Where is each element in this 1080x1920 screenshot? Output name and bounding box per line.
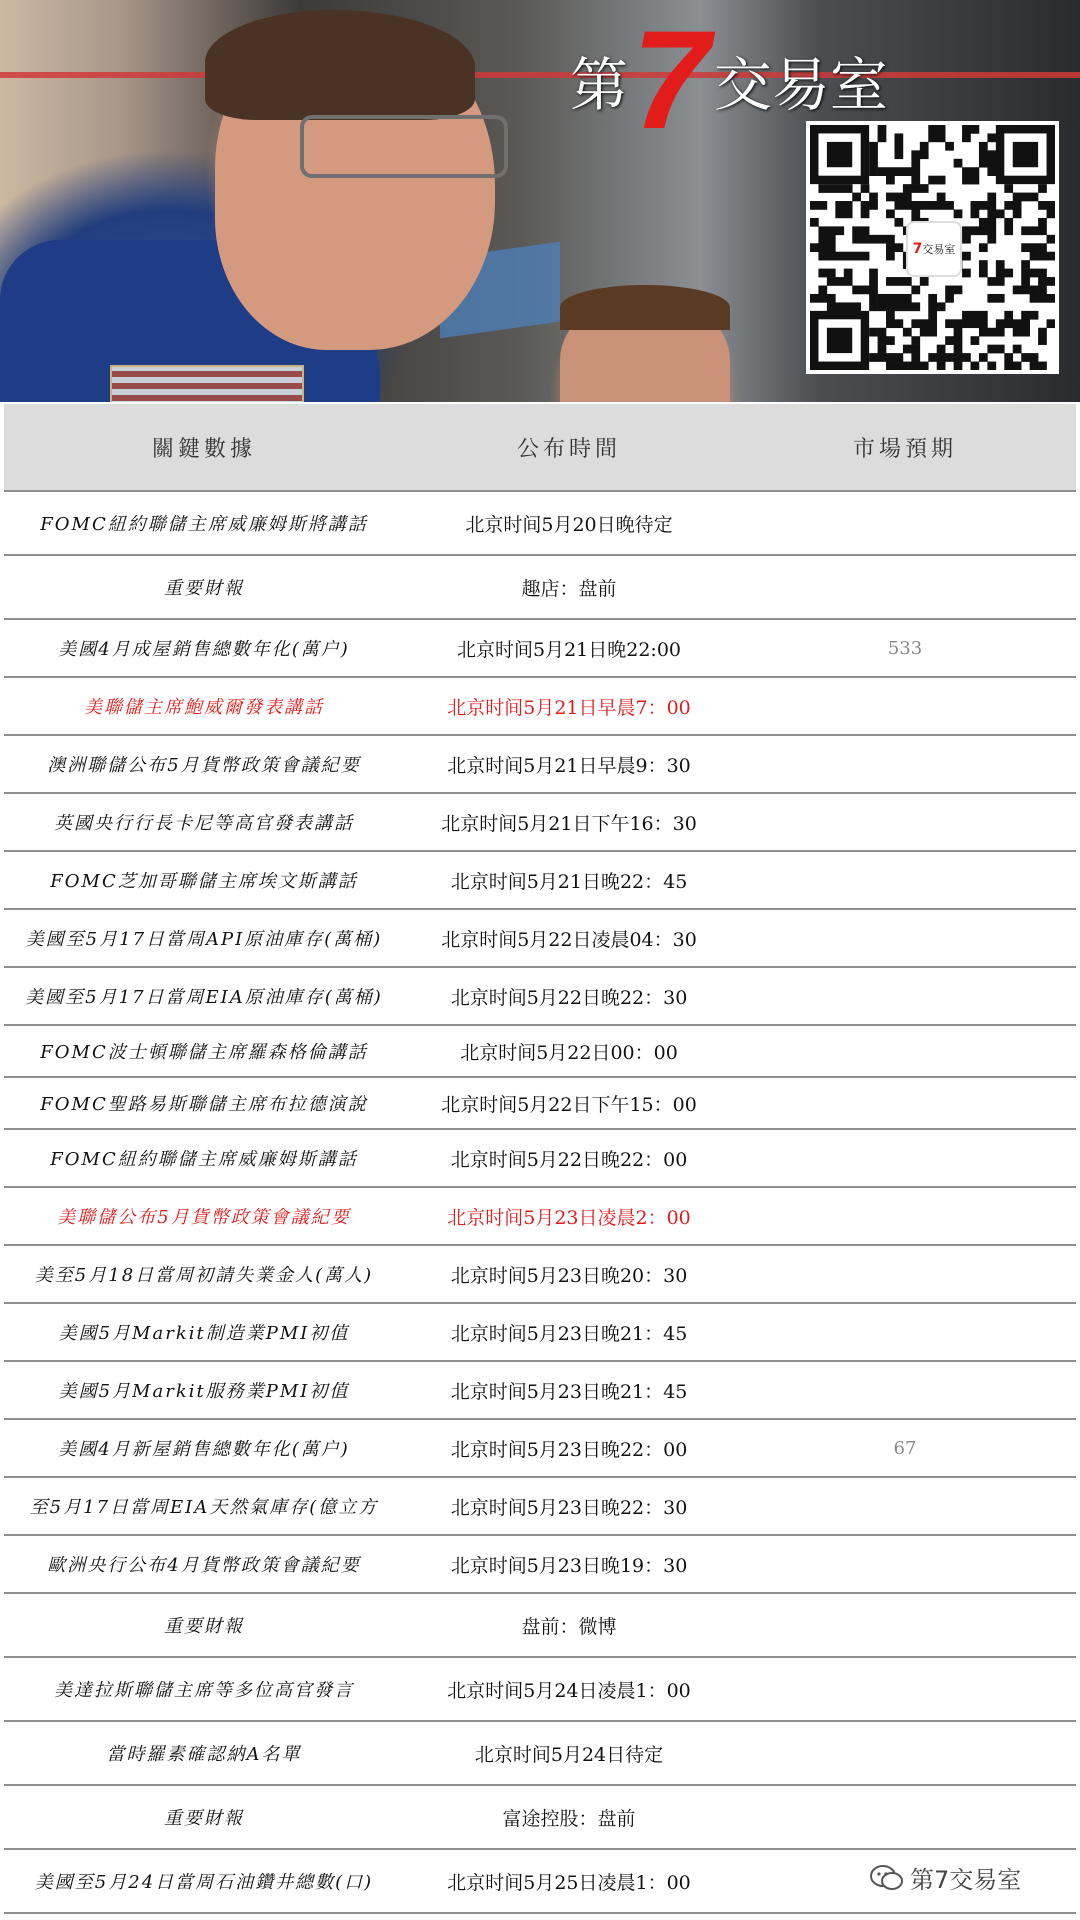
time-cell: 北京时间5月20日晚待定 xyxy=(465,513,673,536)
table-row xyxy=(4,1130,1076,1188)
expectation-cell xyxy=(734,1594,1076,1656)
event-cell: 重要財報 xyxy=(164,1616,244,1637)
expectation-cell xyxy=(734,1658,1076,1720)
event-cell: 美國至5月17日當周EIA原油庫存(萬桶) xyxy=(25,987,383,1008)
time-cell: 北京时间5月23日晚21：45 xyxy=(450,1380,688,1403)
header-key-data: 關鍵數據 xyxy=(151,436,256,462)
expectation-cell xyxy=(734,1304,1076,1360)
time-cell: 北京时间5月23日晚22：00 xyxy=(450,1438,688,1461)
expectation-cell xyxy=(734,556,1076,618)
event-cell: 美聯儲公布5月貨幣政策會議紀要 xyxy=(57,1207,351,1228)
table-row xyxy=(4,736,1076,794)
time-cell: 盘前：微博 xyxy=(521,1615,617,1638)
qr-logo-text: 交易室 xyxy=(922,243,956,256)
event-cell: 當時羅素確認納A名單 xyxy=(106,1744,302,1765)
event-cell: 至5月17日當周EIA天然氣庫存(億立方 xyxy=(29,1497,379,1518)
expectation-cell xyxy=(734,492,1076,554)
table-row xyxy=(4,1536,1076,1594)
time-cell: 北京时间5月25日凌晨1：00 xyxy=(447,1871,691,1894)
event-cell: 美國5月Markit制造業PMI初值 xyxy=(58,1323,350,1344)
expectation-cell xyxy=(734,1362,1076,1418)
expectation-cell xyxy=(734,1478,1076,1534)
time-cell: 北京时间5月23日晚19：30 xyxy=(450,1554,688,1577)
event-cell: 重要財報 xyxy=(164,578,244,599)
qr-logo xyxy=(906,221,962,277)
time-cell: 北京时间5月22日晚22：00 xyxy=(450,1148,688,1171)
event-cell: 美國4月成屋銷售總數年化(萬户) xyxy=(58,639,350,660)
table-row xyxy=(4,968,1076,1026)
table-row xyxy=(4,1722,1076,1786)
table-row xyxy=(4,1026,1076,1078)
table-body xyxy=(4,492,1076,1914)
expectation-cell xyxy=(734,1078,1076,1128)
table-row xyxy=(4,794,1076,852)
event-cell: 美聯儲主席鮑威爾發表講話 xyxy=(84,697,324,718)
header-release-time: 公布時間 xyxy=(516,436,621,462)
time-cell: 北京时间5月21日晚22:00 xyxy=(456,638,682,661)
table-row xyxy=(4,1304,1076,1362)
table-row xyxy=(4,620,1076,678)
table-row xyxy=(4,910,1076,968)
table-header xyxy=(4,404,1076,492)
event-cell: 歐洲央行公布4月貨幣政策會議紀要 xyxy=(47,1555,361,1576)
event-cell: FOMC聖路易斯聯儲主席布拉德演說 xyxy=(40,1094,368,1115)
time-cell: 北京时间5月23日晚22：30 xyxy=(450,1496,688,1519)
event-cell: 重要財報 xyxy=(164,1808,244,1829)
expectation-cell xyxy=(734,1026,1076,1076)
expectation-cell xyxy=(734,678,1076,734)
table-row xyxy=(4,852,1076,910)
economic-calendar-table xyxy=(4,404,1076,1914)
time-cell: 北京时间5月21日晚22：45 xyxy=(450,870,688,893)
time-cell: 北京时间5月24日待定 xyxy=(474,1743,664,1766)
expectation-cell xyxy=(734,968,1076,1024)
expectation-cell xyxy=(734,1786,1076,1848)
table-row xyxy=(4,556,1076,620)
second-trader-hair xyxy=(560,285,730,330)
expectation-cell xyxy=(734,1188,1076,1244)
event-cell: FOMC紐約聯儲主席威廉姆斯講話 xyxy=(50,1149,358,1170)
header-photo xyxy=(0,0,1080,402)
watermark-text: 第7交易室 xyxy=(910,1866,1022,1894)
brand-number: 7 xyxy=(632,1,710,158)
table-row xyxy=(4,1658,1076,1722)
event-cell: FOMC波士頓聯儲主席羅森格倫講話 xyxy=(40,1042,368,1063)
table-row xyxy=(4,492,1076,556)
red-stripe xyxy=(0,72,1080,78)
event-cell: 美國4月新屋銷售總數年化(萬户) xyxy=(58,1439,350,1460)
event-cell: 美至5月18日當周初請失業金人(萬人) xyxy=(34,1265,374,1286)
event-cell: FOMC紐約聯儲主席威廉姆斯將講話 xyxy=(40,514,368,535)
expectation-cell xyxy=(734,794,1076,850)
expectation-cell: 533 xyxy=(887,637,923,659)
table-row xyxy=(4,1786,1076,1850)
expectation-cell xyxy=(734,1130,1076,1186)
expectation-cell xyxy=(734,736,1076,792)
table-row xyxy=(4,1594,1076,1658)
table-row xyxy=(4,1188,1076,1246)
event-cell: 美國至5月24日當周石油鑽井總數(口) xyxy=(34,1872,374,1893)
glasses xyxy=(300,115,508,178)
qr-logo-number: 7 xyxy=(912,241,923,257)
qr-code[interactable] xyxy=(806,121,1059,374)
event-cell: 美國至5月17日當周API原油庫存(萬桶) xyxy=(25,929,383,950)
brand-logo xyxy=(570,1,888,158)
table-row xyxy=(4,1478,1076,1536)
time-cell: 北京时间5月21日下午16：30 xyxy=(441,812,697,835)
expectation-cell: 67 xyxy=(893,1437,917,1459)
brand-suffix: 交易室 xyxy=(713,51,888,119)
time-cell: 北京时间5月22日下午15：00 xyxy=(441,1093,697,1116)
time-cell: 北京时间5月24日凌晨1：00 xyxy=(447,1679,691,1702)
expectation-cell xyxy=(734,1536,1076,1592)
expectation-cell xyxy=(734,1722,1076,1784)
table-row xyxy=(4,1078,1076,1130)
table-row xyxy=(4,1246,1076,1304)
table-row xyxy=(4,1362,1076,1420)
brand-prefix: 第 xyxy=(570,51,629,119)
time-cell: 北京时间5月23日晚21：45 xyxy=(450,1322,688,1345)
time-cell: 北京时间5月21日早晨7：00 xyxy=(447,696,691,719)
expectation-cell xyxy=(734,910,1076,966)
expectation-cell xyxy=(734,852,1076,908)
time-cell: 北京时间5月21日早晨9：30 xyxy=(447,754,691,777)
time-cell: 北京时间5月23日晚20：30 xyxy=(450,1264,688,1287)
table-row xyxy=(4,1420,1076,1478)
event-cell: 美達拉斯聯儲主席等多位高官發言 xyxy=(54,1680,354,1701)
event-cell: 美國5月Markit服務業PMI初值 xyxy=(58,1381,350,1402)
time-cell: 趣店：盘前 xyxy=(521,577,617,600)
trader-hair xyxy=(205,10,475,120)
header-market-expectation: 市場預期 xyxy=(852,436,957,462)
time-cell: 北京时间5月22日晚22：30 xyxy=(450,986,688,1009)
event-cell: 英國央行行長卡尼等高官發表講話 xyxy=(54,813,354,834)
wechat-icon xyxy=(870,1864,904,1892)
event-cell: 澳洲聯儲公布5月貨幣政策會議紀要 xyxy=(47,755,361,776)
time-cell: 北京时间5月22日凌晨04：30 xyxy=(441,928,697,951)
time-cell: 富途控股：盘前 xyxy=(502,1807,636,1830)
time-cell: 北京时间5月22日00：00 xyxy=(460,1041,678,1064)
flag-patch xyxy=(110,365,304,402)
wechat-watermark xyxy=(870,1860,1021,1895)
expectation-cell xyxy=(734,1246,1076,1302)
table-row xyxy=(4,678,1076,736)
time-cell: 北京时间5月23日凌晨2：00 xyxy=(447,1206,691,1229)
event-cell: FOMC芝加哥聯儲主席埃文斯講話 xyxy=(50,871,358,892)
